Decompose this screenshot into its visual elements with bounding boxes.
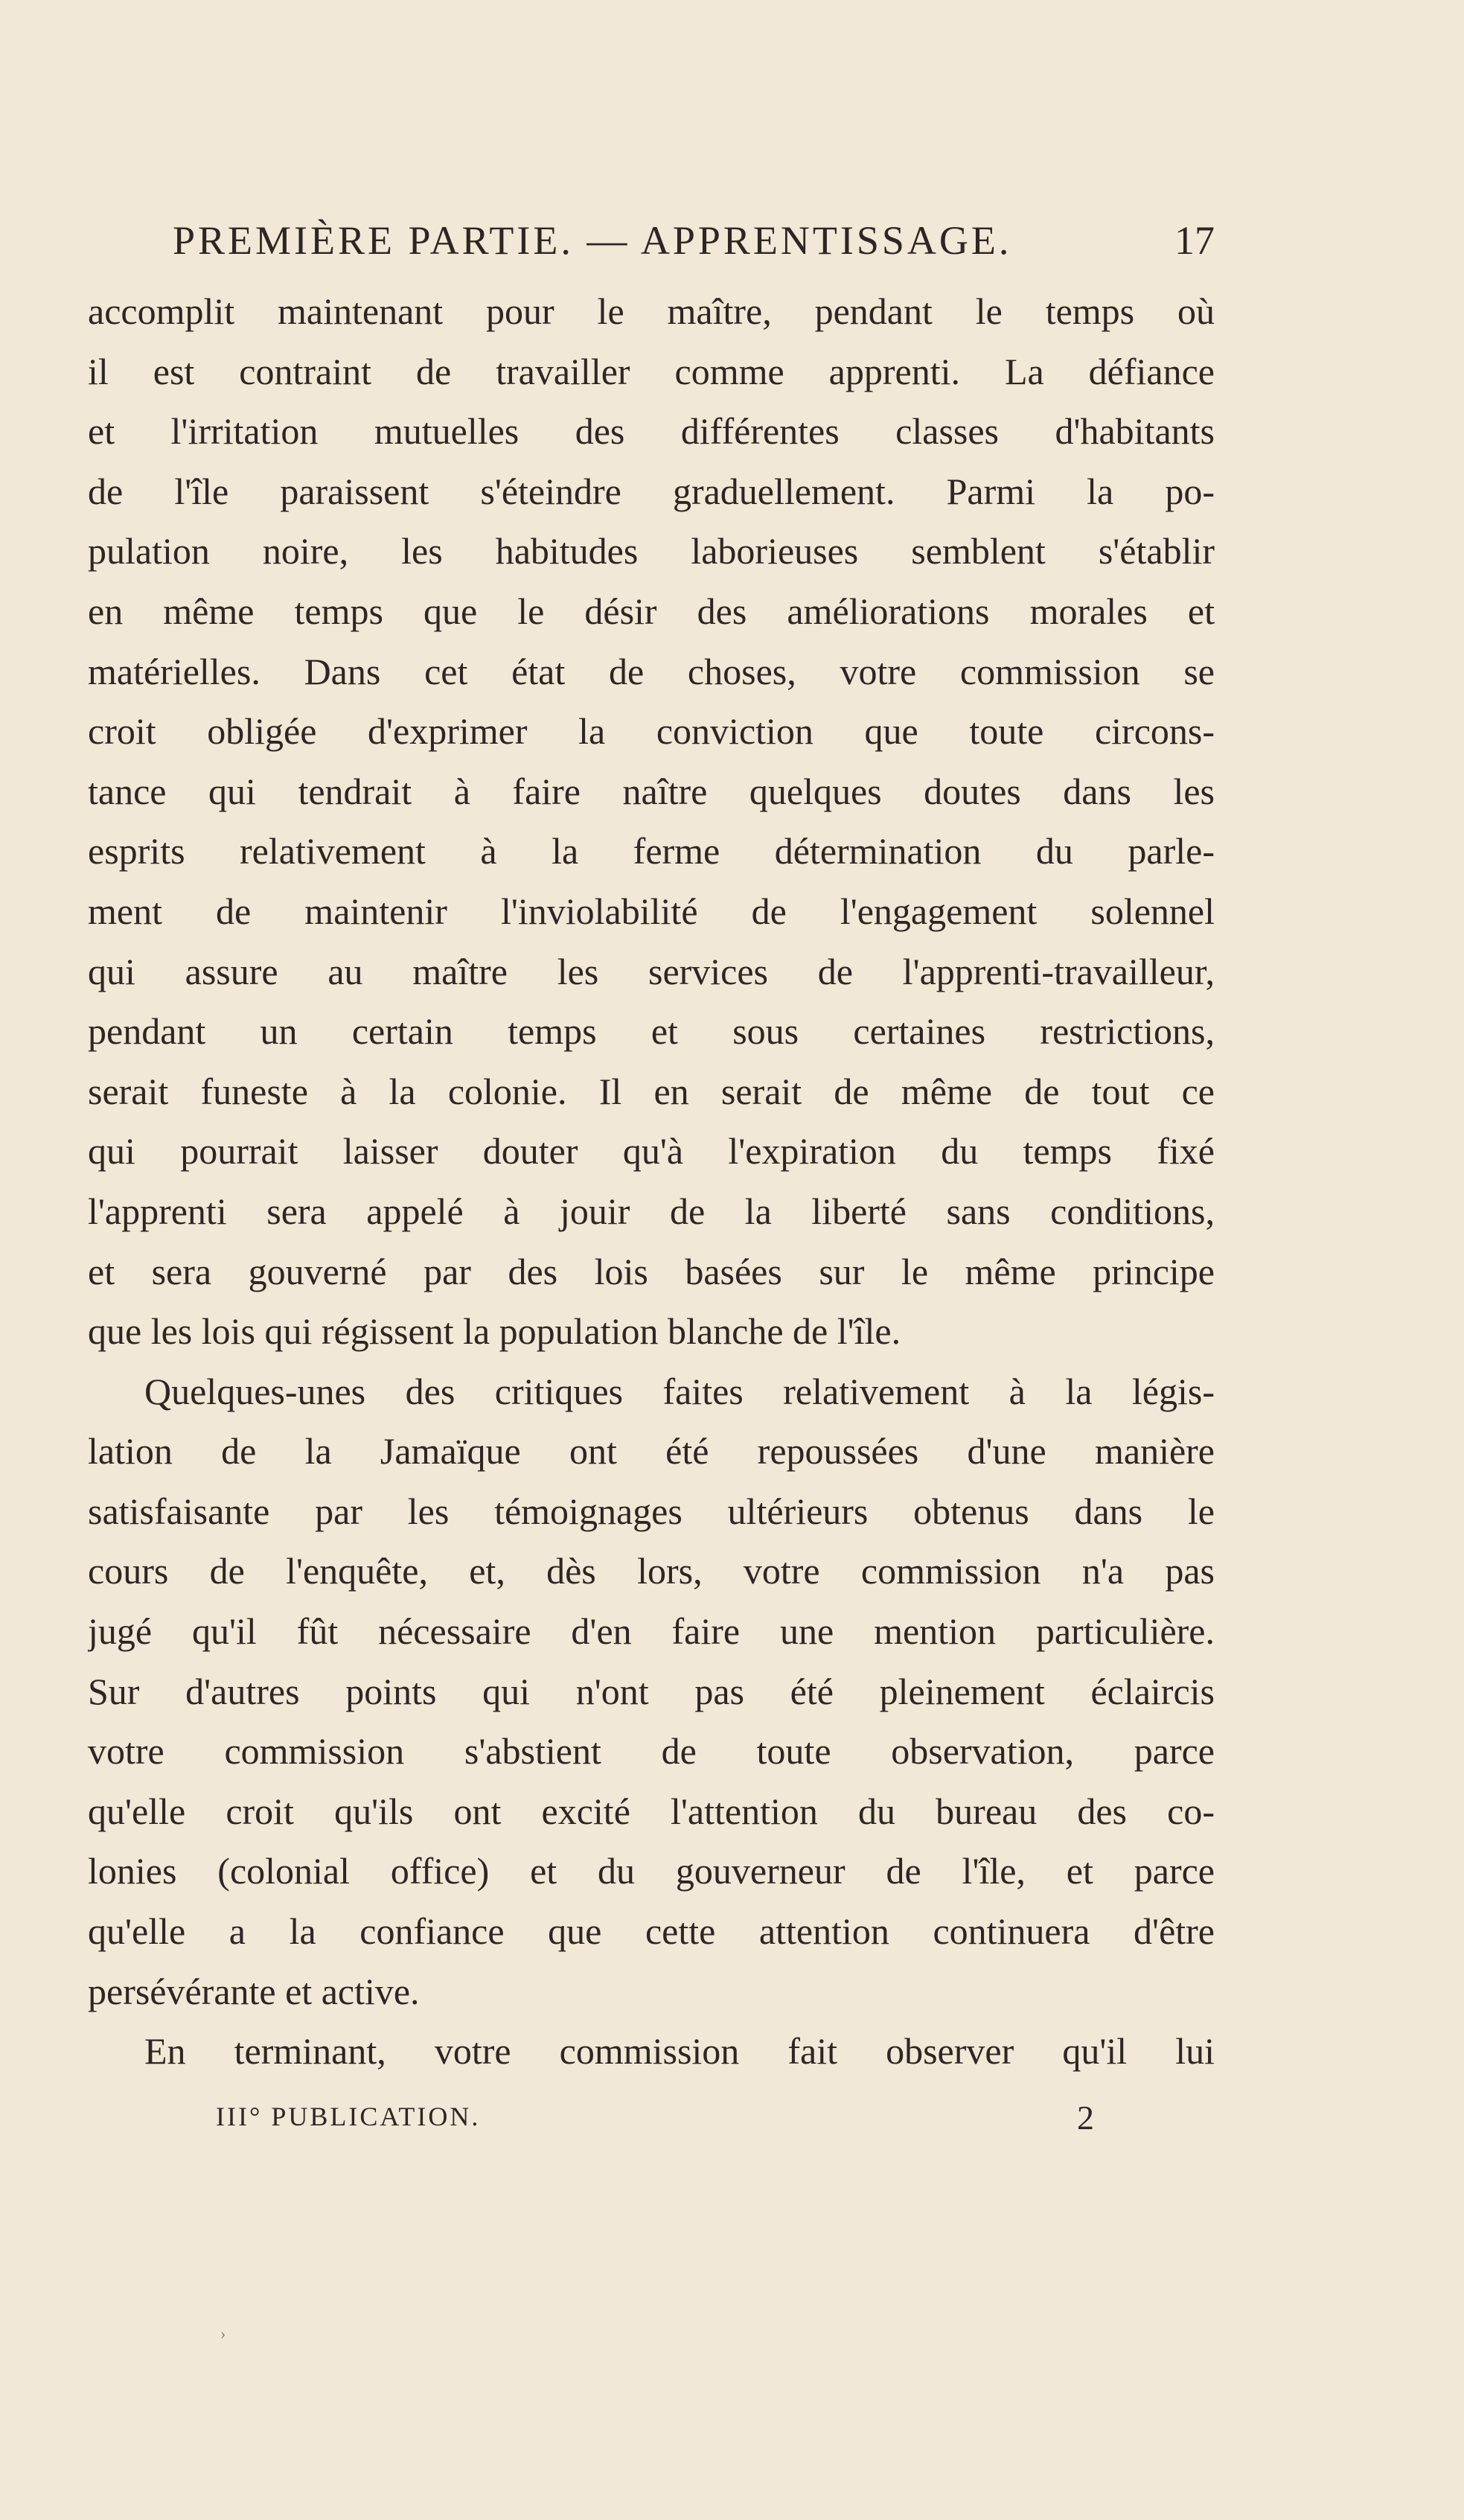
text-line: qu'elle a la confiance que cette attention continuera d'être bbox=[88, 1910, 1215, 1953]
text-line: croit obligée d'exprimer la conviction que toute circons- bbox=[88, 710, 1215, 753]
text-line: serait funeste à la colonie. Il en serait de même de tout ce bbox=[88, 1070, 1215, 1112]
running-header bbox=[173, 217, 1215, 269]
text-line: Sur d'autres points qui n'ont pas été pleinement éclaircis bbox=[88, 1670, 1215, 1712]
text-line: tance qui tendrait à faire naître quelques doutes dans les bbox=[88, 770, 1215, 812]
text-line: l'apprenti sera appelé à jouir de la liberté sans conditions, bbox=[88, 1190, 1215, 1232]
text-line: qui assure au maître les services de l'apprenti-travailleur, bbox=[88, 950, 1215, 992]
running-title: PREMIÈRE PARTIE. — APPRENTISSAGE. bbox=[173, 218, 1012, 263]
text-line: pulation noire, les habitudes laborieuses semblent s'établir bbox=[88, 530, 1215, 572]
stray-mark: › bbox=[220, 2324, 226, 2343]
text-line: et sera gouverné par des lois basées sur le même principe bbox=[88, 1250, 1215, 1292]
paragraph-end-line: persévérante et active. bbox=[88, 1970, 420, 2012]
text-line: satisfaisante par les témoignages ultérieurs obtenus dans le bbox=[88, 1490, 1215, 1532]
page-number: 17 bbox=[1174, 218, 1215, 263]
text-line: en même temps que le désir des améliorations morales et bbox=[88, 590, 1215, 632]
signature-footer bbox=[216, 2101, 1094, 2146]
signature-number: 2 bbox=[1077, 2099, 1094, 2137]
text-line: votre commission s'abstient de toute observation, parce bbox=[88, 1730, 1215, 1773]
text-line: matérielles. Dans cet état de choses, votre commission se bbox=[88, 650, 1215, 692]
text-line: esprits relativement à la ferme détermination du parle- bbox=[88, 830, 1215, 873]
text-line: lation de la Jamaïque ont été repoussées d'une manière bbox=[88, 1430, 1215, 1473]
text-line: pendant un certain temps et sous certaines restrictions, bbox=[88, 1010, 1215, 1053]
text-line: il est contraint de travailler comme apprenti. La défiance bbox=[88, 350, 1215, 392]
signature-mark: III° PUBLICATION. bbox=[216, 2102, 481, 2131]
paragraph-end-line: que les lois qui régissent la population blanche de l'île. bbox=[88, 1310, 901, 1353]
body-text bbox=[88, 281, 1215, 2082]
text-line: qu'elle croit qu'ils ont excité l'attention du bureau des co- bbox=[88, 1790, 1215, 1832]
text-line: de l'île paraissent s'éteindre graduellement. Parmi la po- bbox=[88, 470, 1215, 512]
text-line: cours de l'enquête, et, dès lors, votre commission n'a pas bbox=[88, 1550, 1215, 1592]
text-line: et l'irritation mutuelles des différentes classes d'habitants bbox=[88, 410, 1215, 453]
paragraph-start-line: Quelques-unes des critiques faites relativement à la légis- bbox=[144, 1370, 1215, 1412]
text-line: ment de maintenir l'inviolabilité de l'engagement solennel bbox=[88, 890, 1215, 932]
paragraph-start-line: En terminant, votre commission fait observer qu'il lui bbox=[144, 2030, 1215, 2073]
text-line: accomplit maintenant pour le maître, pendant le temps où bbox=[88, 290, 1215, 332]
text-line: qui pourrait laisser douter qu'à l'expiration du temps fixé bbox=[88, 1130, 1215, 1173]
text-line: jugé qu'il fût nécessaire d'en faire une mention particulière. bbox=[88, 1610, 1215, 1653]
text-line: lonies (colonial office) et du gouverneur de l'île, et parce bbox=[88, 1850, 1215, 1892]
